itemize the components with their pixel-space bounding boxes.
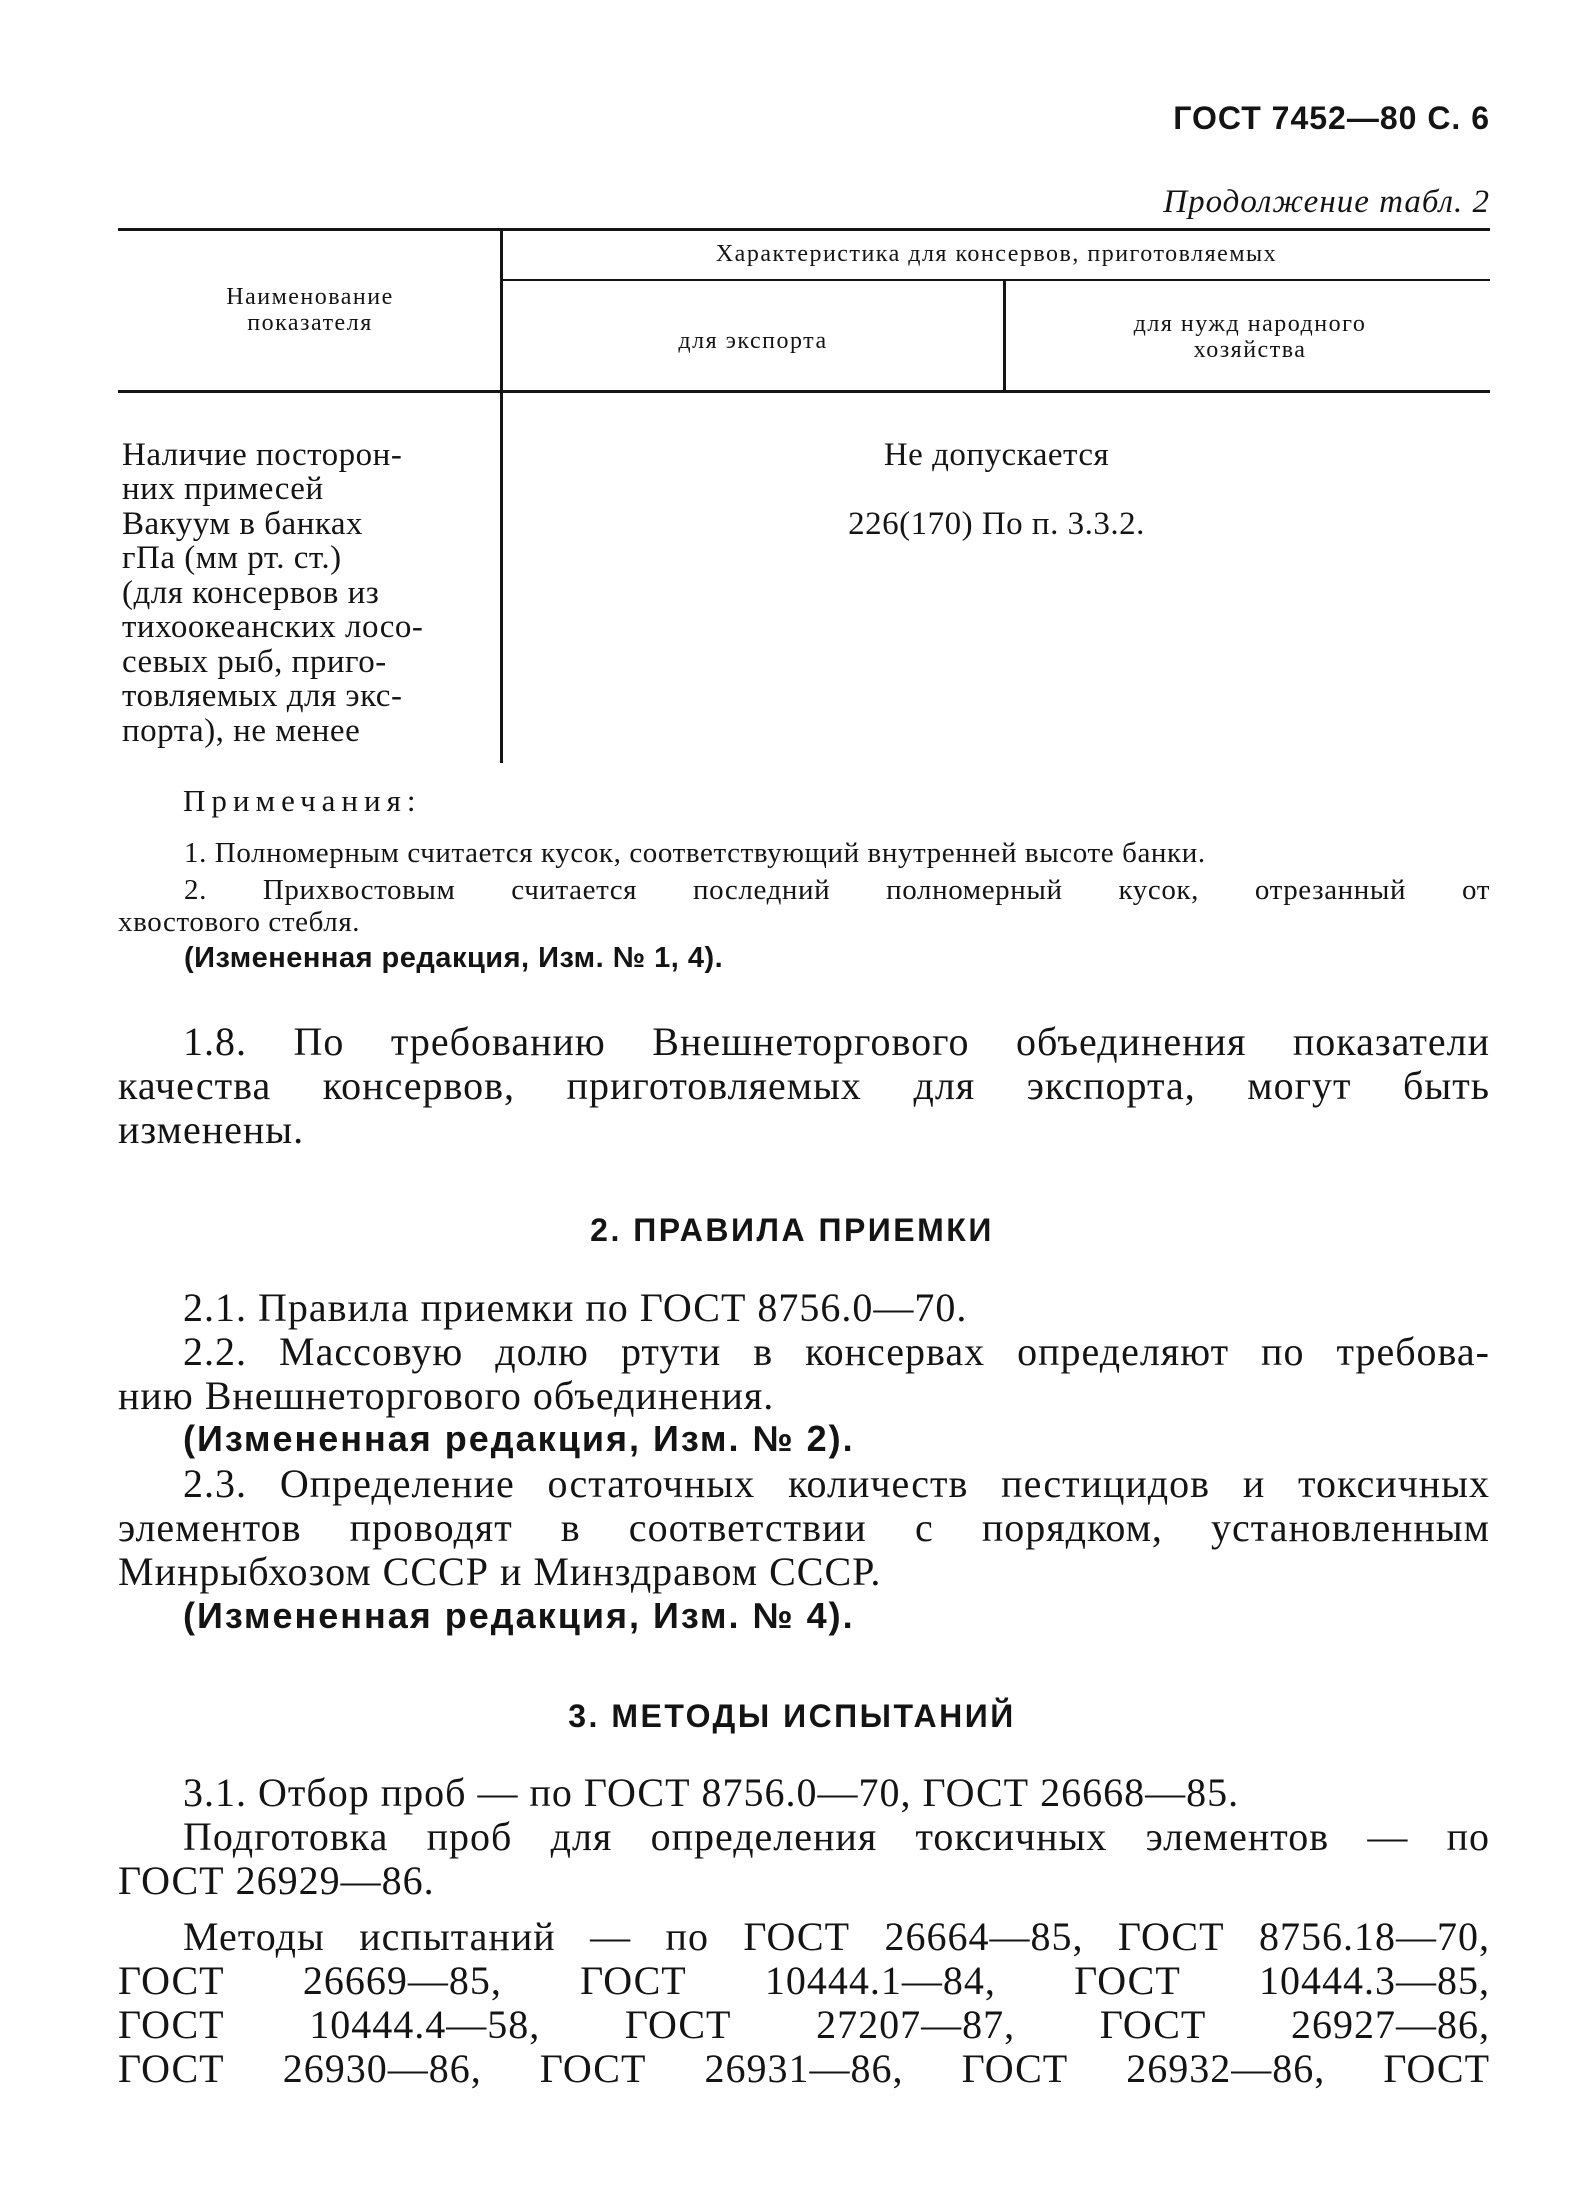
row-name-line: тихоокеанских лосо- bbox=[122, 609, 424, 645]
section-title: 3. МЕТОДЫ ИСПЫТАНИЙ bbox=[568, 1698, 1016, 1734]
methods-line-1: Методы испытаний — по ГОСТ 26664—85, ГОСТ 8756.18—70, bbox=[183, 1914, 1490, 1959]
table-subheader-rule bbox=[503, 279, 1490, 281]
table-top-rule bbox=[118, 228, 1490, 231]
subcolumn-header-domestic: для нужд народного хозяйства bbox=[1133, 311, 1367, 363]
table-subcolumn-divider bbox=[1003, 281, 1006, 390]
text-line: 1.8. По требованию Внешнеторгового объединения показатели bbox=[183, 1019, 1490, 1064]
text-line: изменены. bbox=[118, 1107, 305, 1152]
page-header: ГОСТ 7452—80 С. 6 bbox=[1173, 100, 1490, 136]
row-name-line: порта), не менее bbox=[122, 713, 361, 749]
table-header-bottom-rule bbox=[118, 390, 1490, 393]
clause-2-2-line-2: нию Внешнеторгового объединения. bbox=[118, 1373, 775, 1418]
clause-2-3-line-2: элементов проводят в соответствии с порядком, установленным bbox=[118, 1505, 1490, 1550]
clause-2-3-line-1: 2.3. Определение остаточных количеств пестицидов и токсичных bbox=[183, 1461, 1490, 1506]
row-name-line: гПа (мм рт. ст.) bbox=[122, 540, 342, 576]
row-value: 226(170) По п. 3.3.2. bbox=[848, 506, 1145, 542]
edit-mark: (Измененная редакция, Изм. № 2). bbox=[183, 1418, 855, 1459]
row-name-line: Наличие посторон- bbox=[122, 437, 403, 473]
section-title: 2. ПРАВИЛА ПРИЕМКИ bbox=[590, 1212, 994, 1248]
row-value: Не допускается bbox=[883, 437, 1110, 473]
clause-2-3-line-3: Минрыбхозом СССР и Минздравом СССР. bbox=[118, 1549, 882, 1594]
notes-title: Примечания: bbox=[183, 783, 422, 818]
methods-line-2: ГОСТ 26669—85, ГОСТ 10444.1—84, ГОСТ 10444.3—85, bbox=[118, 1958, 1490, 2003]
row-name-line: (для консервов из bbox=[122, 575, 380, 611]
clause-2-2-line-1: 2.2. Массовую долю ртути в консервах определяют по требова- bbox=[183, 1329, 1490, 1374]
row-name-line: Вакуум в банках bbox=[122, 506, 364, 542]
column-group-header: Характеристика для консервов, приготовляемых bbox=[715, 241, 1278, 267]
row-name-line: них примесей bbox=[122, 471, 324, 507]
row-name-line: товляемых для экс- bbox=[122, 678, 403, 714]
notes-edit-mark: (Измененная редакция, Изм. № 1, 4). bbox=[184, 942, 724, 974]
methods-line-4: ГОСТ 26930—86, ГОСТ 26931—86, ГОСТ 26932—86, ГОСТ bbox=[118, 2046, 1490, 2091]
methods-line-3: ГОСТ 10444.4—58, ГОСТ 27207—87, ГОСТ 26927—86, bbox=[118, 2002, 1490, 2047]
table-column-divider bbox=[500, 228, 503, 763]
note-2-line-2: хвостового стебля. bbox=[118, 906, 361, 938]
subcolumn-header-export: для экспорта bbox=[678, 328, 828, 354]
clause-3-1: 3.1. Отбор проб — по ГОСТ 8756.0—70, ГОСТ 26668—85. bbox=[183, 1770, 1240, 1815]
column-header-name: Наименование показателя bbox=[226, 284, 394, 336]
clause-2-1: 2.1. Правила приемки по ГОСТ 8756.0—70. bbox=[183, 1285, 968, 1330]
sample-prep-line-1: Подготовка проб для определения токсичных элементов — по bbox=[183, 1814, 1490, 1859]
row-name-line: севых рыб, приго- bbox=[122, 644, 387, 680]
sample-prep-line-2: ГОСТ 26929—86. bbox=[118, 1858, 435, 1903]
note-1: 1. Полномерным считается кусок, соответствующий внутренней высоте банки. bbox=[184, 837, 1206, 869]
table-continuation-label: Продолжение табл. 2 bbox=[1163, 184, 1490, 220]
edit-mark: (Измененная редакция, Изм. № 4). bbox=[183, 1595, 855, 1636]
text-line: качества консервов, приготовляемых для экспорта, могут быть bbox=[118, 1063, 1490, 1108]
note-2-line-1: 2. Прихвостовым считается последний полномерный кусок, отрезанный от bbox=[184, 874, 1490, 906]
